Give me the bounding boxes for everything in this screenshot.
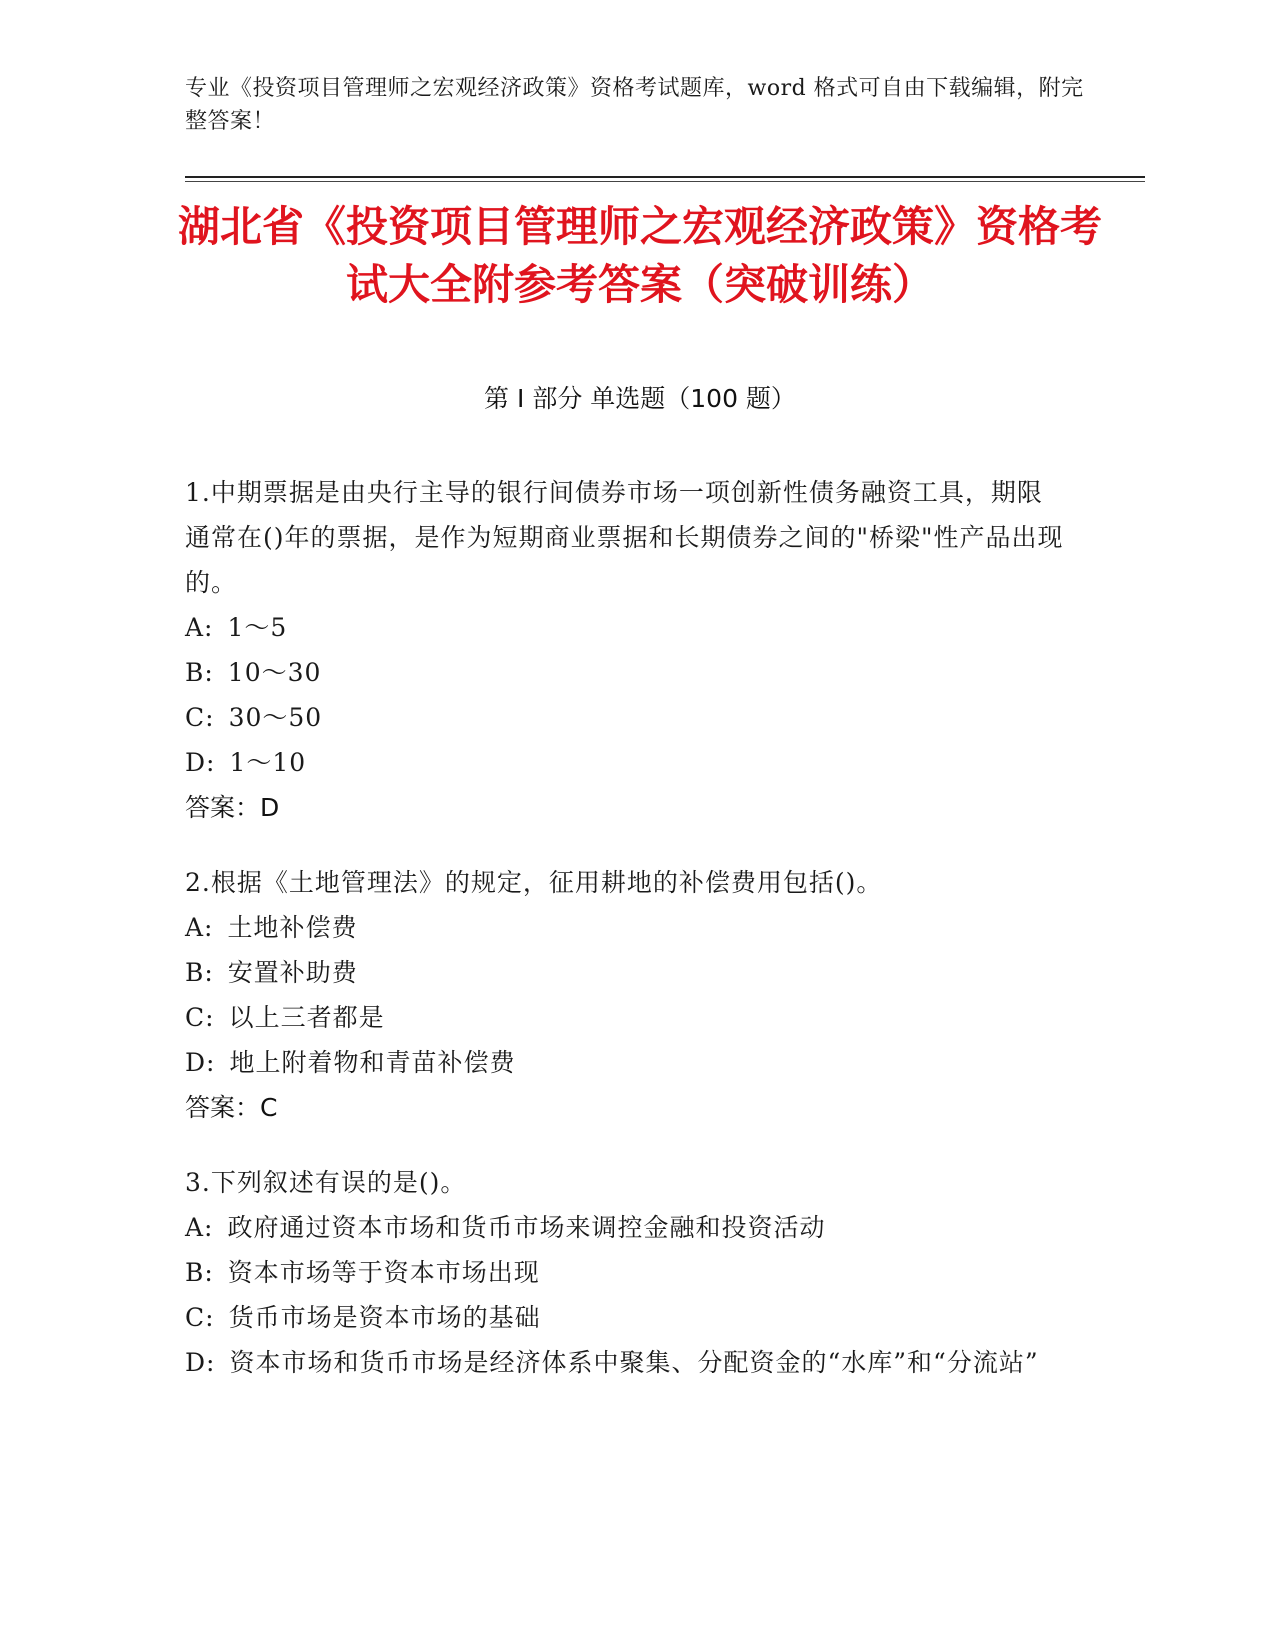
option-key: D: [185, 1348, 216, 1377]
question-3 [185, 1160, 1065, 1385]
option-text: 土地补偿费 [227, 913, 358, 942]
option-key: B: [185, 1258, 214, 1287]
answer-label: 答案：C [185, 1093, 278, 1122]
option-d [185, 1040, 1065, 1085]
option-b [185, 650, 1065, 695]
option-text: 10～30 [227, 658, 322, 687]
option-text: 30～50 [228, 703, 323, 732]
option-key: C: [185, 1003, 215, 1032]
document-title: 湖北省《投资项目管理师之宏观经济政策》资格考试大全附参考答案（突破训练） [177, 202, 1102, 309]
option-key: C: [185, 1303, 215, 1332]
option-c [185, 995, 1065, 1040]
question-2 [185, 860, 1065, 1130]
question-stem: 1.中期票据是由央行主导的银行间债券市场一项创新性债务融资工具，期限通常在()年的票据，是作为短期商业票据和长期债券之间的"桥梁"性产品出现的。 [185, 478, 1064, 597]
option-text: 安置补助费 [227, 958, 358, 987]
option-d [185, 740, 1065, 785]
option-text: 资本市场和货币市场是经济体系中聚集、分配资金的“水库”和“分流站” [229, 1348, 1039, 1377]
option-key: D: [185, 748, 216, 777]
header-divider [185, 176, 1145, 178]
header-note: 专业《投资项目管理师之宏观经济政策》资格考试题库，word 格式可自由下载编辑，附完整答案！ [185, 76, 1084, 134]
option-text: 地上附着物和青苗补偿费 [229, 1048, 516, 1077]
option-a [185, 905, 1065, 950]
option-key: A: [185, 1213, 214, 1242]
option-text: 政府通过资本市场和货币市场来调控金融和投资活动 [227, 1213, 826, 1242]
question-stem: 2.根据《土地管理法》的规定，征用耕地的补偿费用包括()。 [185, 868, 883, 897]
option-key: B: [185, 958, 214, 987]
option-text: 资本市场等于资本市场出现 [227, 1258, 540, 1287]
option-key: B: [185, 658, 214, 687]
question-list [185, 470, 1065, 1415]
option-text: 1～10 [229, 748, 307, 777]
option-d [185, 1340, 1065, 1385]
option-a [185, 1205, 1065, 1250]
option-key: A: [185, 913, 214, 942]
option-key: D: [185, 1048, 216, 1077]
option-a [185, 605, 1065, 650]
option-text: 1～5 [227, 613, 288, 642]
option-key: A: [185, 613, 214, 642]
answer-label: 答案：D [185, 793, 280, 822]
option-c [185, 695, 1065, 740]
question-stem: 3.下列叙述有误的是()。 [185, 1168, 467, 1197]
header-divider-thin [185, 181, 1145, 182]
option-c [185, 1295, 1065, 1340]
option-b [185, 950, 1065, 995]
option-key: C: [185, 703, 215, 732]
option-text: 以上三者都是 [228, 1003, 385, 1032]
option-b [185, 1250, 1065, 1295]
section-title: 第 I 部分 单选题（100 题） [484, 384, 796, 413]
question-1 [185, 470, 1065, 830]
option-text: 货币市场是资本市场的基础 [228, 1303, 541, 1332]
